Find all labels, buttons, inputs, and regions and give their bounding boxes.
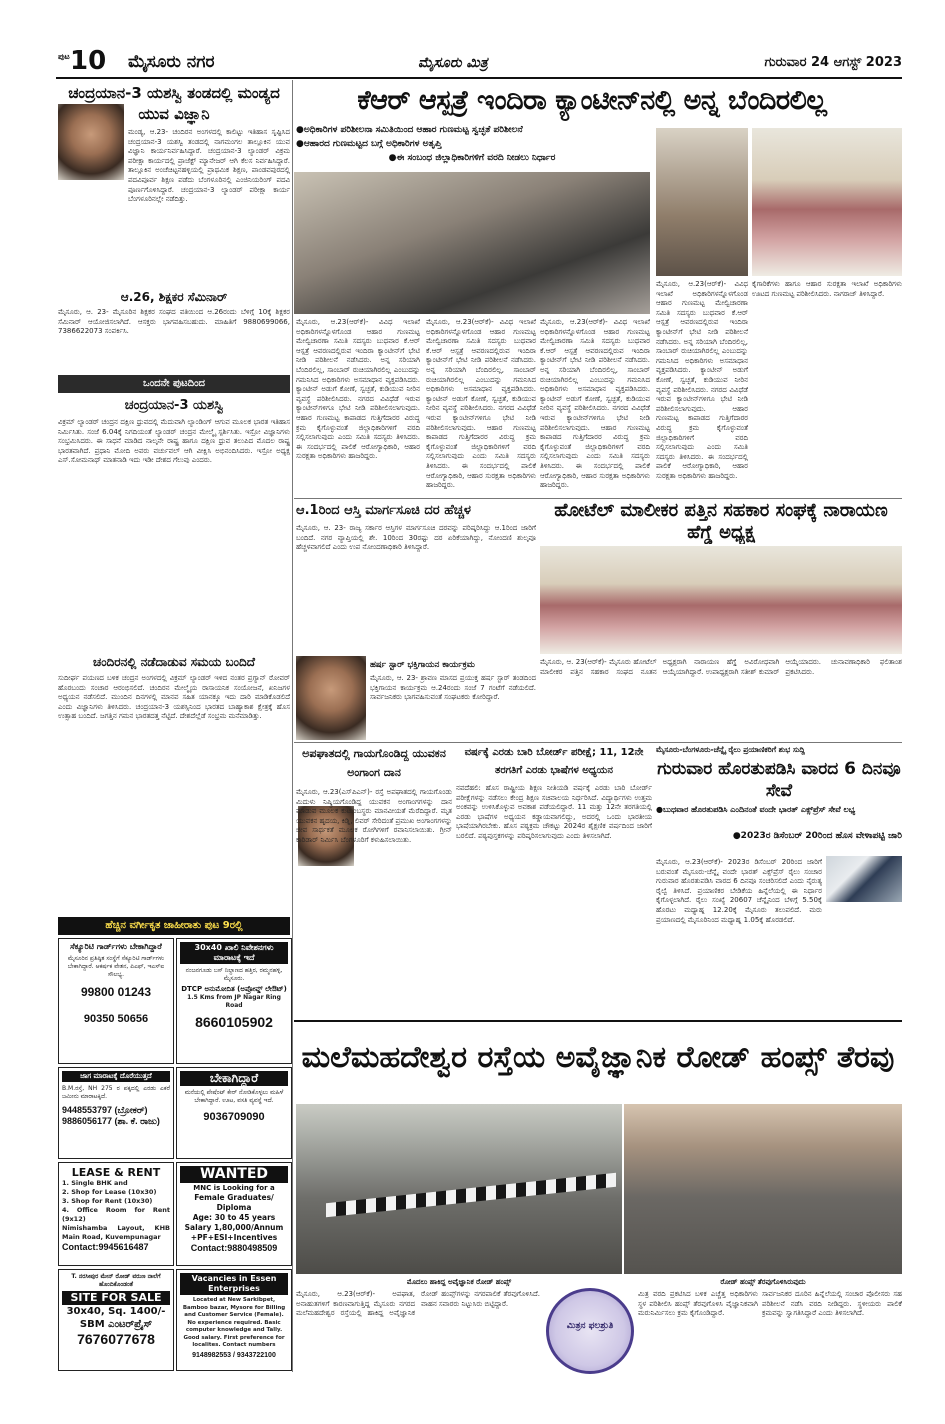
ad-land-for-sale xyxy=(58,1067,174,1159)
hump-headline xyxy=(294,1022,902,1094)
train-headline: ಗುರುವಾರ ಹೊರತುಪಡಿಸಿ ವಾರದ 6 ದಿನವೂ ಸೇವೆ xyxy=(657,759,901,801)
ad-site-for-sale xyxy=(58,1269,174,1371)
harsha-body: ಮೈಸೂರು, ಆ. 23- ಶ್ರಾವಣ ಮಾಸದ ಪ್ರಯುಕ್ತ ಹರ್ಷ ಸ್ಟಾರ್ ತಂಡದಿಂದ ಭಕ್ತಿಗಾಯನ ಕಾರ್ಯಕ್ರಮ ಆ.24ರಂದು ಸಂಜೆ 7 ಗಂಟೆಗೆ ನಡೆಯಲಿದೆ. ಸಾರ್ವಜನಿಕರು ಭಾಗವಹಿಸುವಂತೆ ಸಂಘಟಕರು ಕೋರಿದ್ದಾರೆ. xyxy=(370,674,536,702)
hump-headline-part2: ಅವೈಜ್ಞಾನಿಕ ರೋಡ್ ಹಂಪ್ಸ್ ತೆರವು xyxy=(555,1040,895,1075)
page-number: 10 xyxy=(70,46,107,76)
property-rate-headline: ಆ.1ರಿಂದ ಆಸ್ತಿ ಮಾರ್ಗಸೂಚಿ ದರ ಹೆಚ್ಚಳ xyxy=(296,503,471,518)
ad-sites-phone: 8660105902 xyxy=(195,1014,273,1030)
ad-land-phone1: 9448553797 (ಬ್ರೋಕರ್) xyxy=(62,1105,148,1115)
ad-site-sale-title: SITE FOR SALE xyxy=(62,1291,170,1305)
hotel-story-body: ಮೈಸೂರು, ಆ. 23(ಆರ್‌ಕೆ)- ಮೈಸೂರು ಹೋಟೆಲ್ ಮಾಲೀಕರ ಪತ್ತಿನ ಸಹಕಾರ ಸಂಘದ ನೂತನ ಅಧ್ಯಕ್ಷರಾಗಿ ನಾರಾಯಣ ಹೆಗ್ಡೆ ಅವಿರೋಧವಾಗಿ ಆಯ್ಕೆಯಾಗಿದ್ದಾರೆ. ಉಪಾಧ್ಯಕ್ಷರಾಗಿ ಸತೀಶ್ ಕುಮಾರ್ ಆಯ್ಕೆಯಾದರು. ಚುನಾವಣಾಧಿಕಾರಿ ಫಲಿತಾಂಶ ಪ್ರಕಟಿಸಿದರು. xyxy=(540,658,902,676)
exam-body: ನವದೆಹಲಿ: ಹೊಸ ರಾಷ್ಟ್ರೀಯ ಶಿಕ್ಷಣ ನೀತಿಯಡಿ ವರ್ಷಕ್ಕೆ ಎರಡು ಬಾರಿ ಬೋರ್ಡ್ ಪರೀಕ್ಷೆಗಳನ್ನು ನಡೆಸಲು ಕೇಂದ್ರ ಶಿಕ್ಷಣ ಸಚಿವಾಲಯ ನಿರ್ಧರಿಸಿದೆ. ವಿದ್ಯಾರ್ಥಿಗಳು ಉತ್ತಮ ಅಂಕವನ್ನು ಉಳಿಸಿಕೊಳ್ಳುವ ಅವಕಾಶ ಪಡೆಯಲಿದ್ದಾರೆ. 11 ಮತ್ತು 12ನೇ ತರಗತಿಯಲ್ಲಿ ಎರಡು ಭಾಷೆಗಳ ಅಧ್ಯಯನ ಕಡ್ಡಾಯವಾಗಲಿದ್ದು, ಅದರಲ್ಲಿ ಒಂದು ಭಾರತೀಯ ಭಾಷೆಯಾಗಿರಬೇಕು. ಹೊಸ ಪಠ್ಯಕ್ರಮ ಚೌಕಟ್ಟು 2024ರ ಶೈಕ್ಷಣಿಕ ವರ್ಷದಿಂದ ಜಾರಿಗೆ ಬರಲಿದೆ. ಪಠ್ಯಪುಸ್ತಕಗಳನ್ನು ಪರಿಷ್ಕರಿಸಲಾಗುವುದು ಎಂದು ತಿಳಿಸಲಾಗಿದೆ. xyxy=(456,784,652,840)
organ-donation-body: ಮೈಸೂರು, ಆ.23(ಎಸ್‌ಪಿಎನ್)- ರಸ್ತೆ ಅಪಘಾತದಲ್ಲಿ ಗಾಯಗೊಂಡು ಮಿದುಳು ನಿಷ್ಕ್ರಿಯಗೊಂಡಿದ್ದ ಯುವಕನ ಅಂಗಾಂಗಗಳನ್ನು ದಾನ ಮಾಡುವ ಮೂಲಕ ಕುಟುಂಬಸ್ಥರು ಮಾನವೀಯತೆ ಮೆರೆದಿದ್ದಾರೆ. ಮೃತ ಯುವಕನ ಹೃದಯ, ಕಿಡ್ನಿ, ಲಿವರ್ ಸೇರಿದಂತೆ ಪ್ರಮುಖ ಅಂಗಾಂಗಗಳನ್ನು ಜೀವ ಸಾರ್ಥಕತೆ ಮೂಲಕ ರೋಗಿಗಳಿಗೆ ರವಾನಿಸಲಾಯಿತು. ಗ್ರೀನ್ ಕಾರಿಡಾರ್ ನಿರ್ಮಿಸಿ ಬೆಂಗಳೂರಿಗೆ ಕಳುಹಿಸಲಾಯಿತು. xyxy=(296,788,452,844)
ad-lease-address: Nimishamba Layout, KHB Main Road, Kuvempunagar xyxy=(62,1224,170,1241)
main-story-col5: ಕೈಗಾರಿಕೆಗಳು ಹಾಗೂ ಆಹಾರ ಸುರಕ್ಷತಾ ಇಲಾಖೆ ಅಧಿಕಾರಿಗಳು ಊಟದ ಗುಣಮಟ್ಟ ಪರಿಶೀಲಿಸಿದರು. ನಾಗರಾಜ್ ತಿಳಿಸಿದ್ದಾರೆ. xyxy=(752,280,902,298)
ad-security-body: ಮೈಸೂರಿನ ಪ್ರತಿಷ್ಠಿತ ಸಂಸ್ಥೆಗೆ ಸೆಕ್ಯೂರಿಟಿ ಗಾರ್ಡ್‌ಗಳು ಬೇಕಾಗಿದ್ದಾರೆ. ಆಕರ್ಷಕ ವೇತನ, ಪಿಎಫ್, ಇಎಸ್‌ಐ ಸೌಲಭ್ಯ. xyxy=(67,955,165,978)
main-story-col1: ಮೈಸೂರು, ಆ.23(ಆರ್‌ಕೆ)- ವಿವಿಧ ಇಲಾಖೆ ಅಧಿಕಾರಿಗಳನ್ನೊಳಗೊಂಡ ಆಹಾರ ಗುಣಮಟ್ಟ ಮೇಲ್ವಿಚಾರಣಾ ಸಮಿತಿ ಸದಸ್ಯರು ಬುಧವಾರ ಕೆ.ಆರ್ ಆಸ್ಪತ್ರೆ ಆವರಣದಲ್ಲಿರುವ ಇಂದಿರಾ ಕ್ಯಾಂಟೀನ್‌ಗೆ ಭೇಟಿ ನೀಡಿ ಪರಿಶೀಲನೆ ನಡೆಸಿದರು. ಅನ್ನ ಸರಿಯಾಗಿ ಬೆಂದಿರಲಿಲ್ಲ, ಸಾಂಬಾರ್ ರುಚಿಯಾಗಿರಲಿಲ್ಲ ಎಂಬುದನ್ನು ಗಮನಿಸಿದ ಅಧಿಕಾರಿಗಳು ಅಸಮಾಧಾನ ವ್ಯಕ್ತಪಡಿಸಿದರು. ಕ್ಯಾಂಟೀನ್ ಅಡುಗೆ ಕೋಣೆ, ಸ್ವಚ್ಛತೆ, ಕುಡಿಯುವ ನೀರಿನ ವ್ಯವಸ್ಥೆ ಪರಿಶೀಲಿಸಿದರು. ನಗರದ ವಿವಿಧೆಡೆ ಇರುವ ಕ್ಯಾಂಟೀನ್‌ಗಳಿಗೂ ಭೇಟಿ ನೀಡಿ ಪರಿಶೀಲಿಸಲಾಗುವುದು. ಆಹಾರ ಗುಣಮಟ್ಟ ಕಾಪಾಡದ ಗುತ್ತಿಗೆದಾರರ ವಿರುದ್ಧ ಕ್ರಮ ಕೈಗೊಳ್ಳುವಂತೆ ಜಿಲ್ಲಾಧಿಕಾರಿಗಳಿಗೆ ವರದಿ ಸಲ್ಲಿಸಲಾಗುವುದು ಎಂದು ಸಮಿತಿ ಸದಸ್ಯರು ತಿಳಿಸಿದರು. ಈ ಸಂದರ್ಭದಲ್ಲಿ ಪಾಲಿಕೆ ಆರೋಗ್ಯಾಧಿಕಾರಿ, ಆಹಾರ ಸುರಕ್ಷತಾ ಅಧಿಕಾರಿಗಳು ಹಾಜರಿದ್ದರು. xyxy=(296,318,420,461)
ad-lease-rent xyxy=(58,1162,174,1266)
ad-land-phone2: 9886056177 (ಶಾ. ಕೆ. ರಾಜು) xyxy=(62,1116,160,1126)
ad-essen-vacancies xyxy=(176,1269,292,1371)
hump-body-mid: ಮಿತ್ರ ವರದಿ ಪ್ರಕಟಿಸಿದ ಬಳಿಕ ಎಚ್ಚೆತ್ತ ಅಧಿಕಾರಿಗಳು ಸ್ಥಳ ಪರಿಶೀಲಿಸಿ ಹಂಪ್ಸ್ ತೆರವುಗೊಳಿಸಿ ವೈಜ್ಞಾನಿಕವಾಗಿ ಮರುನಿರ್ಮಿಸಲು ಕ್ರಮ ಕೈಗೊಂಡಿದ್ದಾರೆ. xyxy=(638,1290,758,1318)
chandrayaan-cont-headline: ಚಂದ್ರಯಾನ-3 ಯಶಸ್ವಿ xyxy=(124,398,224,413)
ad-land-body: B.M.ರಸ್ತೆ, NH 275 ರ ಪಕ್ಕದಲ್ಲಿ ಎರಡು ಎಕರೆ ಜಮೀನು ಮಾರಾಟಕ್ಕಿದೆ. xyxy=(62,1085,170,1100)
page-label: ಪುಟ xyxy=(58,52,70,61)
masthead xyxy=(0,0,945,44)
masthead-rule xyxy=(56,77,902,79)
section-title: ಮೈಸೂರು ನಗರ xyxy=(128,52,215,72)
moon-walk-body: ಸುದೀರ್ಘ ಪಯಣದ ಬಳಿಕ ಚಂದ್ರನ ಅಂಗಳದಲ್ಲಿ ವಿಕ್ರಮ್ ಲ್ಯಾಂಡರ್ ಇಳಿದ ನಂತರ ಪ್ರಗ್ಯಾನ್ ರೋವರ್ ಹೊರಬಂದು ಸಂಚಾರ ಆರಂಭಿಸಲಿದೆ. ಚಂದಿರನ ಮೇಲ್ಮೈಯ ರಾಸಾಯನಿಕ ಸಂಯೋಜನೆ, ಖನಿಜಗಳ ಅಧ್ಯಯನ ನಡೆಸಲಿದೆ. ಮುಂದಿನ ದಿನಗಳಲ್ಲಿ ಮಾನವ ಸಹಿತ ಯಾನಕ್ಕೂ ಇದು ದಾರಿ ಮಾಡಿಕೊಡಲಿದೆ ಎಂದು ವಿಜ್ಞಾನಿಗಳು ತಿಳಿಸಿದರು. ಚಂದ್ರಯಾನ-3 ಯಶಸ್ಸಿನಿಂದ ಭಾರತದ ಬಾಹ್ಯಾಕಾಶ ಕ್ಷೇತ್ರಕ್ಕೆ ಹೊಸ ಉತ್ಸಾಹ ಬಂದಿದೆ. ಜಗತ್ತಿನ ಗಮನ ಭಾರತದತ್ತ ನೆಟ್ಟಿದೆ. ದೇಶದೆಲ್ಲೆಡೆ ಸಂಭ್ರಮ ಮನೆಮಾಡಿತ್ತು. xyxy=(58,674,290,721)
ad-security-phone2: 90350 50656 xyxy=(83,1013,149,1025)
ad-essen-phone: 9148982553 / 9343722100 xyxy=(192,1351,276,1359)
harsha-headline: ಹರ್ಷ ಸ್ಟಾರ್ ಭಕ್ತಿಗಾಯನ ಕಾರ್ಯಕ್ರಮ xyxy=(370,660,475,670)
mitra-seal-text: ಮಿತ್ರನ ಫಲಶ್ರುತಿ xyxy=(566,1321,614,1331)
train-kicker: ಮೈಸೂರು-ಬೆಂಗಳೂರು-ಚೆನ್ನೈ ರೈಲು ಪ್ರಯಾಣಿಕರಿಗೆ ಶುಭ ಸುದ್ದಿ xyxy=(656,745,805,754)
ad-essen-title: Vacancies in Essen Enterprises xyxy=(180,1273,288,1295)
main-story-col2: ಮೈಸೂರು, ಆ.23(ಆರ್‌ಕೆ)- ವಿವಿಧ ಇಲಾಖೆ ಅಧಿಕಾರಿಗಳನ್ನೊಳಗೊಂಡ ಆಹಾರ ಗುಣಮಟ್ಟ ಮೇಲ್ವಿಚಾರಣಾ ಸಮಿತಿ ಸದಸ್ಯರು ಬುಧವಾರ ಕೆ.ಆರ್ ಆಸ್ಪತ್ರೆ ಆವರಣದಲ್ಲಿರುವ ಇಂದಿರಾ ಕ್ಯಾಂಟೀನ್‌ಗೆ ಭೇಟಿ ನೀಡಿ ಪರಿಶೀಲನೆ ನಡೆಸಿದರು. ಅನ್ನ ಸರಿಯಾಗಿ ಬೆಂದಿರಲಿಲ್ಲ, ಸಾಂಬಾರ್ ರುಚಿಯಾಗಿರಲಿಲ್ಲ ಎಂಬುದನ್ನು ಗಮನಿಸಿದ ಅಧಿಕಾರಿಗಳು ಅಸಮಾಧಾನ ವ್ಯಕ್ತಪಡಿಸಿದರು. ಕ್ಯಾಂಟೀನ್ ಅಡುಗೆ ಕೋಣೆ, ಸ್ವಚ್ಛತೆ, ಕುಡಿಯುವ ನೀರಿನ ವ್ಯವಸ್ಥೆ ಪರಿಶೀಲಿಸಿದರು. ನಗರದ ವಿವಿಧೆಡೆ ಇರುವ ಕ್ಯಾಂಟೀನ್‌ಗಳಿಗೂ ಭೇಟಿ ನೀಡಿ ಪರಿಶೀಲಿಸಲಾಗುವುದು. ಆಹಾರ ಗುಣಮಟ್ಟ ಕಾಪಾಡದ ಗುತ್ತಿಗೆದಾರರ ವಿರುದ್ಧ ಕ್ರಮ ಕೈಗೊಳ್ಳುವಂತೆ ಜಿಲ್ಲಾಧಿಕಾರಿಗಳಿಗೆ ವರದಿ ಸಲ್ಲಿಸಲಾಗುವುದು ಎಂದು ಸಮಿತಿ ಸದಸ್ಯರು ತಿಳಿಸಿದರು. ಈ ಸಂದರ್ಭದಲ್ಲಿ ಪಾಲಿಕೆ ಆರೋಗ್ಯಾಧಿಕಾರಿ, ಆಹಾರ ಸುರಕ್ಷತಾ ಅಧಿಕಾರಿಗಳು ಹಾಜರಿದ್ದರು. xyxy=(426,318,536,490)
canteen-inspection-photo-1 xyxy=(656,128,748,276)
main-bullet-1: ●ಅಧಿಕಾರಿಗಳ ಪರಿಶೀಲನಾ ಸಮಿತಿಯಿಂದ ಆಹಾರ ಗುಣಮಟ್ಟ ಸ್ವಚ್ಛತೆ ಪರಿಶೀಲನೆ xyxy=(296,125,523,135)
section-rule-1 xyxy=(294,498,902,499)
hotel-meeting-photo xyxy=(540,546,902,654)
continued-banner: ಒಂದನೇ ಪುಟದಿಂದ xyxy=(58,375,290,393)
ad-security-phone1: 99800 01243 xyxy=(80,985,152,999)
scientist-story-body: ಮಂಡ್ಯ, ಆ.23- ಚಂದಿರನ ಅಂಗಳದಲ್ಲಿ ಕಾಲಿಟ್ಟು ಇತಿಹಾಸ ಸೃಷ್ಟಿಸಿದ ಚಂದ್ರಯಾನ-3 ಯಶಸ್ವಿ ತಂಡದಲ್ಲಿ ನಾಗಮಂಗಲ ತಾಲ್ಲೂಕಿನ ಯುವ ವಿಜ್ಞಾನಿ ಕಾರ್ಯನಿರ್ವಹಿಸಿದ್ದಾರೆ. ಚಂದ್ರಯಾನ-3 ಲ್ಯಾಂಡರ್ ವಿಕ್ರಮ ಪರೀಕ್ಷಾ ಕಾರ್ಯದಲ್ಲಿ ಪ್ರಾಜೆಕ್ಟ್ ಮ್ಯಾನೇಜರ್ ಆಗಿ ಕೆಲಸ ನಿರ್ವಹಿಸಿದ್ದಾರೆ. ತಾಲ್ಲೂಕಿನ ಅಂಚೆಚಿಟ್ಟನಹಳ್ಳಿಯಲ್ಲಿ ಪ್ರಾಥಮಿಕ ಶಿಕ್ಷಣ, ಪಾಂಡವಪುರದಲ್ಲಿ ಪದವಿಪೂರ್ವ ಶಿಕ್ಷಣ ಪಡೆದು ಬೆಂಗಳೂರಿನಲ್ಲಿ ಎಂಜಿನಿಯರಿಂಗ್ ಪದವಿ ಪೂರ್ಣಗೊಳಿಸಿದ್ದಾರೆ. ಚಂದ್ರಯಾನ-3 ಲ್ಯಾಂಡರ್ ಪರೀಕ್ಷಾ ಕಾರ್ಯ ಬೆಂಗಳೂರಿನಲ್ಲೇ ನಡೆದಿತ್ತು. xyxy=(128,128,290,204)
property-rate-body: ಮೈಸೂರು, ಆ. 23- ರಾಜ್ಯ ಸರ್ಕಾರ ಆಸ್ತಿಗಳ ಮಾರ್ಗಸೂಚಿ ದರವನ್ನು ಪರಿಷ್ಕರಿಸಿದ್ದು ಆ.1ರಿಂದ ಜಾರಿಗೆ ಬಂದಿದೆ. ನಗರ ವ್ಯಾಪ್ತಿಯಲ್ಲಿ ಶೇ. 10ರಿಂದ 30ರಷ್ಟು ದರ ಏರಿಕೆಯಾಗಿದ್ದು, ನೋಂದಣಿ ಶುಲ್ಕವೂ ಹೆಚ್ಚಳವಾಗಲಿದೆ ಎಂದು ಉಪ ನೋಂದಣಾಧಿಕಾರಿ ತಿಳಿಸಿದ್ದಾರೆ. xyxy=(296,524,536,552)
hump-body-left: ಮೈಸೂರು, ಆ.23(ಆರ್‌ಕೆ)- ಅಪಘಾತ, ಅನಾಹುತಗಳಿಗೆ ಕಾರಣವಾಗುತ್ತಿದ್ದ ಮೈಸೂರು ನಗರದ ಮಲೆಮಹದೇಶ್ವರ ರಸ್ತೆಯಲ್ಲಿ ಹಾಕಿದ್ದ ಅವೈಜ್ಞಾನಿಕ ರೋಡ್ ಹಂಪ್ಸ್‌ಗಳನ್ನು ನಗರಪಾಲಿಕೆ ತೆರವುಗೊಳಿಸಿದೆ. ವಾಹನ ಸವಾರರು ನಿಟ್ಟುಸಿರು ಬಿಟ್ಟಿದ್ದಾರೆ. xyxy=(296,1290,540,1318)
ad-wanted-mnc xyxy=(176,1162,292,1266)
paper-name: ಮೈಸೂರು ಮಿತ್ರ xyxy=(418,55,488,71)
ad-site-sale-size: 30x40, Sq. 1400/- xyxy=(66,1306,166,1317)
mitra-seal xyxy=(546,1288,634,1374)
main-story-col3: ಮೈಸೂರು, ಆ.23(ಆರ್‌ಕೆ)- ವಿವಿಧ ಇಲಾಖೆ ಅಧಿಕಾರಿಗಳನ್ನೊಳಗೊಂಡ ಆಹಾರ ಗುಣಮಟ್ಟ ಮೇಲ್ವಿಚಾರಣಾ ಸಮಿತಿ ಸದಸ್ಯರು ಬುಧವಾರ ಕೆ.ಆರ್ ಆಸ್ಪತ್ರೆ ಆವರಣದಲ್ಲಿರುವ ಇಂದಿರಾ ಕ್ಯಾಂಟೀನ್‌ಗೆ ಭೇಟಿ ನೀಡಿ ಪರಿಶೀಲನೆ ನಡೆಸಿದರು. ಅನ್ನ ಸರಿಯಾಗಿ ಬೆಂದಿರಲಿಲ್ಲ, ಸಾಂಬಾರ್ ರುಚಿಯಾಗಿರಲಿಲ್ಲ ಎಂಬುದನ್ನು ಗಮನಿಸಿದ ಅಧಿಕಾರಿಗಳು ಅಸಮಾಧಾನ ವ್ಯಕ್ತಪಡಿಸಿದರು. ಕ್ಯಾಂಟೀನ್ ಅಡುಗೆ ಕೋಣೆ, ಸ್ವಚ್ಛತೆ, ಕುಡಿಯುವ ನೀರಿನ ವ್ಯವಸ್ಥೆ ಪರಿಶೀಲಿಸಿದರು. ನಗರದ ವಿವಿಧೆಡೆ ಇರುವ ಕ್ಯಾಂಟೀನ್‌ಗಳಿಗೂ ಭೇಟಿ ನೀಡಿ ಪರಿಶೀಲಿಸಲಾಗುವುದು. ಆಹಾರ ಗುಣಮಟ್ಟ ಕಾಪಾಡದ ಗುತ್ತಿಗೆದಾರರ ವಿರುದ್ಧ ಕ್ರಮ ಕೈಗೊಳ್ಳುವಂತೆ ಜಿಲ್ಲಾಧಿಕಾರಿಗಳಿಗೆ ವರದಿ ಸಲ್ಲಿಸಲಾಗುವುದು ಎಂದು ಸಮಿತಿ ಸದಸ್ಯರು ತಿಳಿಸಿದರು. ಈ ಸಂದರ್ಭದಲ್ಲಿ ಪಾಲಿಕೆ ಆರೋಗ್ಯಾಧಿಕಾರಿ, ಆಹಾರ ಸುರಕ್ಷತಾ ಅಧಿಕಾರಿಗಳು ಹಾಜರಿದ್ದರು. xyxy=(540,318,650,490)
main-bullet-3: ●ಈ ಸಂಬಂಧ ಜಿಲ್ಲಾಧಿಕಾರಿಗಳಿಗೆ ವರದಿ ನೀಡಲು ನಿರ್ಧಾರ xyxy=(388,153,556,163)
train-bullet-1: ●ಬುಧವಾರ ಹೊರತುಪಡಿಸಿ ಎಂದಿನಂತೆ ವಂದೇ ಭಾರತ್ ಎಕ್ಸ್‌ಪ್ರೆಸ್ ಸೇವೆ ಲಭ್ಯ xyxy=(656,805,856,814)
ad-wanted-kannada xyxy=(176,1067,292,1159)
harsha-photo xyxy=(296,656,366,740)
seminar-body: ಮೈಸೂರು, ಆ. 23- ಮೈಸೂರಿನ ಶಿಕ್ಷಕರ ಸಂಘದ ವತಿಯಿಂದ ಆ.26ರಂದು ಬೆಳಿಗ್ಗೆ 10ಕ್ಕೆ ಶಿಕ್ಷಕರ ಸೆಮಿನಾರ್ ಆಯೋಜಿಸಲಾಗಿದೆ. ಆಸಕ್ತರು ಭಾಗವಹಿಸಬಹುದು. ಮಾಹಿತಿಗೆ 9880699066, 7386622073 ಸಂಪರ್ಕಿಸಿ. xyxy=(58,308,290,336)
main-bullet-2: ●ಆಹಾರದ ಗುಣಮಟ್ಟದ ಬಗ್ಗೆ ಅಧಿಕಾರಿಗಳ ಅತೃಪ್ತಿ xyxy=(296,139,442,149)
main-story-col4: ಮೈಸೂರು, ಆ.23(ಆರ್‌ಕೆ)- ವಿವಿಧ ಇಲಾಖೆ ಅಧಿಕಾರಿಗಳನ್ನೊಳಗೊಂಡ ಆಹಾರ ಗುಣಮಟ್ಟ ಮೇಲ್ವಿಚಾರಣಾ ಸಮಿತಿ ಸದಸ್ಯರು ಬುಧವಾರ ಕೆ.ಆರ್ ಆಸ್ಪತ್ರೆ ಆವರಣದಲ್ಲಿರುವ ಇಂದಿರಾ ಕ್ಯಾಂಟೀನ್‌ಗೆ ಭೇಟಿ ನೀಡಿ ಪರಿಶೀಲನೆ ನಡೆಸಿದರು. ಅನ್ನ ಸರಿಯಾಗಿ ಬೆಂದಿರಲಿಲ್ಲ, ಸಾಂಬಾರ್ ರುಚಿಯಾಗಿರಲಿಲ್ಲ ಎಂಬುದನ್ನು ಗಮನಿಸಿದ ಅಧಿಕಾರಿಗಳು ಅಸಮಾಧಾನ ವ್ಯಕ್ತಪಡಿಸಿದರು. ಕ್ಯಾಂಟೀನ್ ಅಡುಗೆ ಕೋಣೆ, ಸ್ವಚ್ಛತೆ, ಕುಡಿಯುವ ನೀರಿನ ವ್ಯವಸ್ಥೆ ಪರಿಶೀಲಿಸಿದರು. ನಗರದ ವಿವಿಧೆಡೆ ಇರುವ ಕ್ಯಾಂಟೀನ್‌ಗಳಿಗೂ ಭೇಟಿ ನೀಡಿ ಪರಿಶೀಲಿಸಲಾಗುವುದು. ಆಹಾರ ಗುಣಮಟ್ಟ ಕಾಪಾಡದ ಗುತ್ತಿಗೆದಾರರ ವಿರುದ್ಧ ಕ್ರಮ ಕೈಗೊಳ್ಳುವಂತೆ ಜಿಲ್ಲಾಧಿಕಾರಿಗಳಿಗೆ ವರದಿ ಸಲ್ಲಿಸಲಾಗುವುದು ಎಂದು ಸಮಿತಿ ಸದಸ್ಯರು ತಿಳಿಸಿದರು. ಈ ಸಂದರ್ಭದಲ್ಲಿ ಪಾಲಿಕೆ ಆರೋಗ್ಯಾಧಿಕಾರಿ, ಆಹಾರ ಸುರಕ್ಷತಾ ಅಧಿಕಾರಿಗಳು ಹಾಜರಿದ್ದರು. xyxy=(656,280,748,480)
vande-bharat-photo xyxy=(826,856,902,902)
ad-land-title: ಜಾಗ ಮಾರಾಟಕ್ಕೆ ದೊರೆಯುತ್ತದೆ xyxy=(62,1071,170,1082)
train-bullet-2: ●2023ರ ಡಿಸೆಂಬರ್ 20ರಿಂದ ಹೊಸ ವೇಳಾಪಟ್ಟಿ ಜಾರಿ xyxy=(732,831,902,841)
road-hump-before-photo xyxy=(296,1104,622,1274)
ad-wanted-line3: Age: 30 to 45 years xyxy=(192,1213,276,1222)
ad-site-sale-top: T. ನರಸೀಪುರ ಮೇನ್ ರೋಡ್ ವರುಣ ನಾಲೆಗೆ ಹೊಂದಿಕೊಂಡಂತೆ xyxy=(71,1273,161,1288)
section-rule-3 xyxy=(294,1020,902,1022)
ad-wanted-ka-phone: 9036709090 xyxy=(203,1111,265,1123)
ad-sites-body: ನಂಜನಗೂಡು ಬಸ್ ನಿಲ್ದಾಣದ ಹತ್ತಿರ, ರಮ್ಮನಹಳ್ಳಿ, ಮೈಸೂರು. xyxy=(185,967,283,982)
seminar-headline: ಆ.26, ಶಿಕ್ಷಕರ ಸೆಮಿನಾರ್ xyxy=(120,290,228,304)
hump-caption-right: ರೋಡ್ ಹಂಪ್ಸ್ ತೆರವುಗೊಳಿಸಿರುವುದು xyxy=(720,1278,806,1286)
speed-breaker-stripes xyxy=(326,1173,616,1217)
section-rule-2 xyxy=(294,742,902,743)
main-headline: ಕೆಆರ್ ಆಸ್ಪತ್ರೆ ಇಂದಿರಾ ಕ್ಯಾಂಟೀನ್‌ನಲ್ಲಿ ಅನ್ನ ಬೆಂದಿರಲಿಲ್ಲ xyxy=(357,85,827,116)
scientist-headline: ಚಂದ್ರಯಾನ-3 ಯಶಸ್ವಿ ತಂಡದಲ್ಲಿ ಮಂಡ್ಯದ ಯುವ ವಿಜ್ಞಾನಿ xyxy=(68,84,280,123)
ad-lease-item-3: 3. Shop for Rent (10x30) xyxy=(62,1197,153,1205)
chandrayaan-cont-body: ವಿಕ್ರಮ್ ಲ್ಯಾಂಡರ್ ಚಂದ್ರನ ದಕ್ಷಿಣ ಧ್ರುವದಲ್ಲಿ ಮೆದುವಾಗಿ ಲ್ಯಾಂಡಿಂಗ್ ಆಗುವ ಮೂಲಕ ಭಾರತ ಇತಿಹಾಸ ನಿರ್ಮಿಸಿತು. ಸಂಜೆ 6.04ಕ್ಕೆ ನಿಗದಿಯಂತೆ ಲ್ಯಾಂಡರ್ ಚಂದ್ರನ ಮೇಲ್ಮೈ ಸ್ಪರ್ಶಿಸಿತು. ಇಸ್ರೋ ವಿಜ್ಞಾನಿಗಳು ಸಂಭ್ರಮಿಸಿದರು. ಈ ಸಾಧನೆ ಮಾಡಿದ ನಾಲ್ಕನೇ ರಾಷ್ಟ್ರ ಹಾಗೂ ದಕ್ಷಿಣ ಧ್ರುವ ತಲುಪಿದ ಮೊದಲ ರಾಷ್ಟ್ರ ಭಾರತವಾಗಿದೆ. ಪ್ರಧಾನಿ ಮೋದಿ ಅವರು ವರ್ಚುವಲ್ ಆಗಿ ವೀಕ್ಷಿಸಿ ಅಭಿನಂದಿಸಿದರು. ಇಸ್ರೋ ಅಧ್ಯಕ್ಷ ಎಸ್.ಸೋಮನಾಥ್ ಮಾತನಾಡಿ ಇದು ಇಡೀ ದೇಶದ ಗೆಲುವು ಎಂದರು. xyxy=(58,418,290,465)
ad-wanted-ka-body: ಮನೆಯಲ್ಲಿ ಪೇಷೆಂಟ್ ಕೇರ್ ನೋಡಿಕೊಳ್ಳಲು ಮಹಿಳೆ ಬೇಕಾಗಿದ್ದಾರೆ. ಊಟ, ವಸತಿ ವ್ಯವಸ್ಥೆ ಇದೆ. xyxy=(184,1089,284,1104)
canteen-inspection-photo-2 xyxy=(752,128,902,276)
column-rule-left xyxy=(292,80,293,1372)
ad-wanted-line5: +PF+ESI+Incentives xyxy=(190,1233,278,1242)
hump-body-right: ಸಾರ್ವಜನಿಕರ ದೂರಿನ ಹಿನ್ನೆಲೆಯಲ್ಲಿ ಸಂಚಾರ ಪೊಲೀಸರು ಸಹ ಪರಿಶೀಲನೆ ನಡೆಸಿ ವರದಿ ನೀಡಿದ್ದರು. ಸ್ಥಳೀಯರು ಪಾಲಿಕೆ ಕ್ರಮವನ್ನು ಸ್ವಾಗತಿಸಿದ್ದಾರೆ ಎಂದು ತಿಳಿಸಲಾಗಿದೆ. xyxy=(762,1290,902,1318)
ad-sites-distance: 1.5 Kms from JP Nagar Ring Road xyxy=(187,994,281,1009)
exam-headline: ವರ್ಷಕ್ಕೆ ಎರಡು ಬಾರಿ ಬೋರ್ಡ್ ಪರೀಕ್ಷೆ; 11, 12ನೇ ತರಗತಿಗೆ ಎರಡು ಭಾಷೆಗಳ ಅಧ್ಯಯನ xyxy=(464,747,644,776)
ad-sites-for-sale xyxy=(176,938,292,1064)
ad-wanted-line4: Salary 1,80,000/Annum xyxy=(184,1223,284,1232)
ad-lease-item-2: 2. Shop for Lease (10x30) xyxy=(62,1188,157,1196)
ad-lease-item-1: 1. Single BHK and xyxy=(62,1179,128,1187)
hump-caption-left: ಮೊದಲು ಹಾಕಿದ್ದ ಅವೈಜ್ಞಾನಿಕ ರೋಡ್ ಹಂಪ್ಸ್ xyxy=(406,1278,512,1286)
classified-strip: ಹೆಚ್ಚಿನ ವರ್ಗೀಕೃತ ಜಾಹೀರಾತು ಪುಟ 9ರಲ್ಲಿ xyxy=(58,917,290,935)
ad-essen-body: Located at New Sarkibpet, Bamboo bazar, Mysore for Billing and Customer Service (Female). No experience required. Basic computer knowledge and Tally. Good salary. First preference for localites. Contact numbers xyxy=(182,1297,286,1348)
ad-site-sale-org: SBM ಎಂಟರ್‌ಪ್ರೈಸ್ xyxy=(79,1319,153,1330)
moon-walk-headline: ಚಂದಿರನಲ್ಲಿ ನಡೆದಾಡುವ ಸಮಯ ಬಂದಿದೆ xyxy=(93,655,255,669)
ad-lease-item-4: 4. Office Room for Rent (9x12) xyxy=(62,1206,170,1223)
train-body: ಮೈಸೂರು, ಆ.23(ಆರ್‌ಕೆ)- 2023ರ ಡಿಸೆಂಬರ್ 20ರಿಂದ ಜಾರಿಗೆ ಬರುವಂತೆ ಮೈಸೂರು-ಚೆನ್ನೈ ವಂದೇ ಭಾರತ್ ಎಕ್ಸ್‌ಪ್ರೆಸ್ ರೈಲು ಸಂಚಾರ ಗುರುವಾರ ಹೊರತುಪಡಿಸಿ ವಾರದ 6 ದಿನವೂ ಸಂಚರಿಸಲಿದೆ ಎಂದು ನೈರುತ್ಯ ರೈಲ್ವೆ ತಿಳಿಸಿದೆ. ಪ್ರಯಾಣಿಕರ ಬೇಡಿಕೆಯ ಹಿನ್ನೆಲೆಯಲ್ಲಿ ಈ ನಿರ್ಧಾರ ಕೈಗೊಳ್ಳಲಾಗಿದೆ. ರೈಲು ಸಂಖ್ಯೆ 20607 ಚೆನ್ನೈನಿಂದ ಬೆಳಿಗ್ಗೆ 5.50ಕ್ಕೆ ಹೊರಟು ಮಧ್ಯಾಹ್ನ 12.20ಕ್ಕೆ ಮೈಸೂರು ತಲುಪಲಿದೆ. ಮರು ಪ್ರಯಾಣದಲ್ಲಿ ಮೈಸೂರಿನಿಂದ ಮಧ್ಯಾಹ್ನ 1.05ಕ್ಕೆ ಹೊರಡಲಿದೆ. xyxy=(656,858,822,924)
ad-wanted-title: WANTED xyxy=(180,1166,288,1183)
ad-site-sale-phone: 7676077678 xyxy=(77,1331,155,1347)
hump-headline-part1: ಮಲೆಮಹದೇಶ್ವರ ರಸ್ತೆಯ xyxy=(301,1040,546,1075)
organ-donation-headline: ಅಪಘಾತದಲ್ಲಿ ಗಾಯಗೊಂಡಿದ್ದ ಯುವಕನ ಅಂಗಾಂಗ ದಾನ xyxy=(302,747,446,779)
road-hump-after-photo xyxy=(624,1104,902,1274)
ad-sites-dtcp: DTCP ಅನುಮೋದಿತ (ಅಪ್ರೋವ್ಡ್ ಲೇಔಟ್) xyxy=(181,985,287,993)
ad-lease-contact: Contact:9945616487 xyxy=(62,1242,149,1252)
ad-sites-title: 30x40 ಖಾಲಿ ನಿವೇಶನಗಳು ಮಾರಾಟಕ್ಕೆ ಇದೆ xyxy=(180,942,288,964)
ad-wanted-contact: Contact:9880498509 xyxy=(190,1243,278,1253)
ad-security-title: ಸೆಕ್ಯೂರಿಟಿ ಗಾರ್ಡ್‌ಗಳು ಬೇಕಾಗಿದ್ದಾರೆ xyxy=(70,942,162,951)
ad-wanted-line1: MNC is Looking for a xyxy=(193,1184,275,1192)
ad-wanted-ka-title: ಬೇಕಾಗಿದ್ದಾರೆ xyxy=(180,1071,288,1086)
ad-wanted-line2: Female Graduates/ Diploma xyxy=(194,1193,274,1212)
issue-date: ಗುರುವಾರ 24 ಆಗಸ್ಟ್ 2023 xyxy=(764,55,902,70)
canteen-kitchen-photo xyxy=(294,172,650,314)
ad-security-guards xyxy=(58,938,174,1064)
hotel-headline: ಹೋಟೆಲ್ ಮಾಲೀಕರ ಪತ್ತಿನ ಸಹಕಾರ ಸಂಘಕ್ಕೆ ನಾರಾಯಣ ಹೆಗ್ಡೆ ಅಧ್ಯಕ್ಷ xyxy=(554,500,888,543)
ad-lease-title: LEASE & RENT xyxy=(71,1166,161,1179)
